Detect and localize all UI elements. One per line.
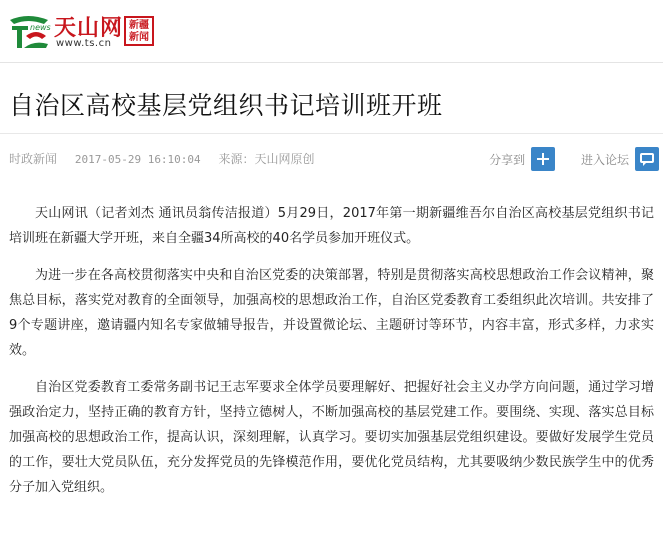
logo-title[interactable]: 天山网 xyxy=(54,15,124,41)
share-button[interactable] xyxy=(489,147,555,171)
article-category[interactable]: 时政新闻 xyxy=(9,152,58,166)
article-title: 自治区高校基层党组织书记培训班开班 xyxy=(9,91,443,120)
site-header xyxy=(0,0,663,62)
header-divider xyxy=(0,62,663,63)
article-source: 来源：天山网原创 xyxy=(218,152,315,166)
article-paragraph: 自治区党委教育工委常务副书记王志军要求全体学员要理解好、把握好社会主义办学方向问题，通过学习增强政治定力，坚持正确的教育方针，坚持立德树人，不断加强高校的基层党建工作。要围绕、实现、落实总目标加强高校的思想政治工作，提高认识，深刻理解，认真学习。要切实加强基层党组织建设。要做好发展学生党员的工作，要壮大党员队伍，充分发挥党员的先锋模范作用，要优化党员结构，尤其要吸纳少数民族学生中的优秀分子加入党组织。 xyxy=(9,380,654,495)
article-datetime: 2017-05-29 16:10:04 xyxy=(74,153,201,166)
forum-button[interactable] xyxy=(581,147,659,171)
title-divider xyxy=(0,133,663,134)
article-actions xyxy=(489,147,659,171)
comment-icon[interactable] xyxy=(635,147,659,171)
plus-icon[interactable] xyxy=(531,147,555,171)
xinjiang-news-seal: 新疆 新闻 xyxy=(124,16,154,46)
share-label: 分享到 xyxy=(489,152,526,167)
article-body xyxy=(9,201,654,512)
forum-label: 进入论坛 xyxy=(580,152,629,167)
article-meta-bar xyxy=(9,147,659,167)
logo-url[interactable]: www.ts.cn xyxy=(56,38,112,49)
article-paragraph: 天山网讯（记者刘杰 通讯员翁传洁报道）5月29日，2017年第一期新疆维吾尔自治区高校基层党组织书记培训班在新疆大学开班，来自全疆34所高校的40名学员参加开班仪式。 xyxy=(9,206,654,246)
article-paragraph: 为进一步在各高校贯彻落实中央和自治区党委的决策部署，特别是贯彻落实高校思想政治工作会议精神，聚焦总目标，落实党对教育的全面领导，加强高校的思想政治工作，自治区党委教育工委组织此次培训。共安排了9个专题讲座，邀请疆内知名专家做辅导报告，并设置微论坛、主题研讨等环节，内容丰富，形式多样，力求实效。 xyxy=(9,268,654,358)
logo-news-text: news xyxy=(30,23,51,32)
tianshan-logo-icon[interactable] xyxy=(8,14,54,50)
article-meta-info xyxy=(9,150,329,167)
